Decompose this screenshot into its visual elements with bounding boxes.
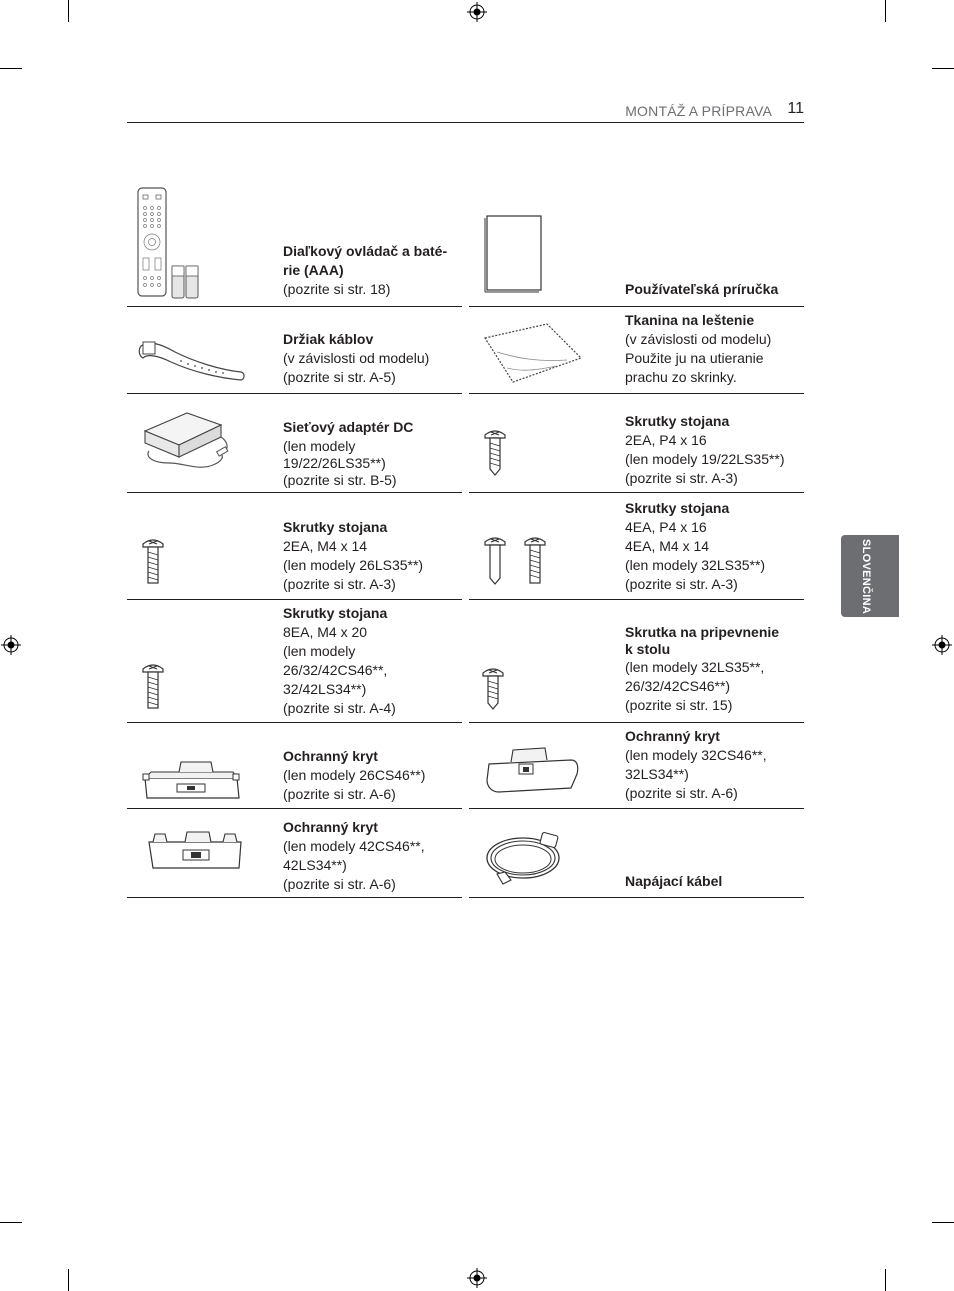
crop-mark [0,1222,22,1223]
accessory-item [469,808,804,898]
item-line: (len modely 32LS35**, [625,659,765,675]
item-line: prachu zo skrinky. [625,369,737,385]
item-title: Držiak káblov [283,331,374,347]
item-title: Sieťový adaptér DC [283,419,414,435]
item-title: Diaľkový ovládač a baté- rie (AAA) [283,243,448,278]
item-line: 32/42LS34**) [283,681,367,697]
item-line: (pozrite si str. 15) [625,697,733,713]
accessory-item [469,180,804,307]
desk-mount-screw-icon [481,665,505,711]
item-line: (pozrite si str. A-3) [625,576,738,592]
item-line: 8EA, M4 x 20 [283,624,368,640]
item-title: Skrutky stojana [625,500,730,516]
crop-mark [885,0,886,22]
accessory-item [127,306,462,394]
item-line: (len modely [283,643,356,659]
stand-screws-pair-icon [483,534,549,586]
accessory-item [127,808,462,898]
accessory-item [469,306,804,394]
item-line: 2EA, M4 x 14 [283,538,368,554]
crop-mark [885,1269,886,1291]
item-line: (v závislosti od modelu) [283,350,430,366]
language-tab [841,535,899,617]
protective-cover-icon [145,828,249,874]
item-line: (len modely 19/22LS35**) [625,451,785,467]
crop-mark [932,68,954,69]
item-line: (pozrite si str. A-5) [283,369,396,385]
protective-cover-icon [483,740,583,796]
item-line: (pozrite si str. B-5) [283,472,397,488]
accessory-item [469,393,804,493]
item-title: Napájací kábel [625,873,723,889]
manual-booklet-icon [481,214,545,294]
item-text [625,412,800,488]
registration-mark-icon [1,635,21,655]
protective-cover-icon [141,756,245,802]
item-text [625,624,800,715]
item-line: 19/22/26LS35**) [283,455,386,471]
item-text [283,242,458,299]
crop-mark [68,0,69,22]
crop-mark [0,68,22,69]
crop-mark [68,1269,69,1291]
item-line: (v závislosti od modelu) [625,331,772,347]
registration-mark-icon [467,2,487,22]
language-tab-label: SLOVENČINA [860,539,872,615]
item-text [283,418,458,490]
item-text [283,747,458,804]
stand-screw-icon [483,427,507,477]
item-text [283,518,458,594]
item-line: 4EA, P4 x 16 [625,519,707,535]
item-text [625,499,800,594]
item-title: Ochranný kryt [625,728,720,744]
item-text [625,727,800,803]
stand-screw-icon [141,536,165,586]
item-text [625,280,800,299]
registration-mark-icon [932,635,952,655]
accessory-item [127,722,462,809]
item-line: (pozrite si str. A-6) [283,786,396,802]
accessory-item [127,393,462,493]
item-line: (len modely 32CS46**, [625,747,767,763]
item-line: 26/32/42CS46**) [625,678,731,694]
cable-holder-icon [135,328,247,384]
item-text [283,330,458,387]
power-cord-icon [483,830,573,888]
item-line: (pozrite si str. A-6) [625,785,738,801]
page-number: 11 [787,100,804,117]
item-line: (len modely 26LS35**) [283,557,424,573]
item-line: (len modely 26CS46**) [283,767,426,783]
item-title: Tkanina na leštenie [625,312,755,328]
item-title: Skrutky stojana [283,605,388,621]
item-text [625,311,800,387]
item-title: Skrutka na pripevnenie k stolu [625,624,780,657]
accessory-item [127,599,462,723]
item-line: (len modely 42CS46**, [283,838,425,854]
accessory-item [469,722,804,809]
item-line: 42LS34**) [283,857,347,873]
item-title: Skrutky stojana [625,413,730,429]
page-header [127,100,804,123]
accessory-item [469,492,804,600]
polishing-cloth-icon [477,318,587,388]
stand-screw-icon [141,661,165,711]
item-text [625,872,800,891]
item-line: 26/32/42CS46**, [283,662,388,678]
item-title: Ochranný kryt [283,748,378,764]
dc-adapter-icon [139,401,239,483]
remote-control-batteries-icon [135,186,210,300]
item-line: 4EA, M4 x 14 [625,538,710,554]
item-line: (pozrite si str. A-6) [283,876,396,892]
item-title: Používateľská príručka [625,281,779,297]
crop-mark [932,1222,954,1223]
registration-mark-icon [467,1268,487,1288]
item-title: Ochranný kryt [283,819,378,835]
item-line: (len modely 32LS35**) [625,557,766,573]
item-text [283,818,458,894]
accessory-item [127,180,462,307]
item-line: 2EA, P4 x 16 [625,432,707,448]
item-line: (pozrite si str. A-4) [283,700,396,716]
item-line: (len modely [283,438,356,454]
accessory-item [469,599,804,723]
item-line: (pozrite si str. A-3) [625,470,738,486]
item-line: Použite ju na utieranie [625,350,764,366]
section-title: MONTÁŽ A PRÍPRAVA [625,103,772,119]
item-line: (pozrite si str. A-3) [283,576,396,592]
item-line: (pozrite si str. 18) [283,281,391,297]
item-text [283,604,458,718]
item-title: Skrutky stojana [283,519,388,535]
item-line: 32LS34**) [625,766,689,782]
accessory-item [127,492,462,600]
